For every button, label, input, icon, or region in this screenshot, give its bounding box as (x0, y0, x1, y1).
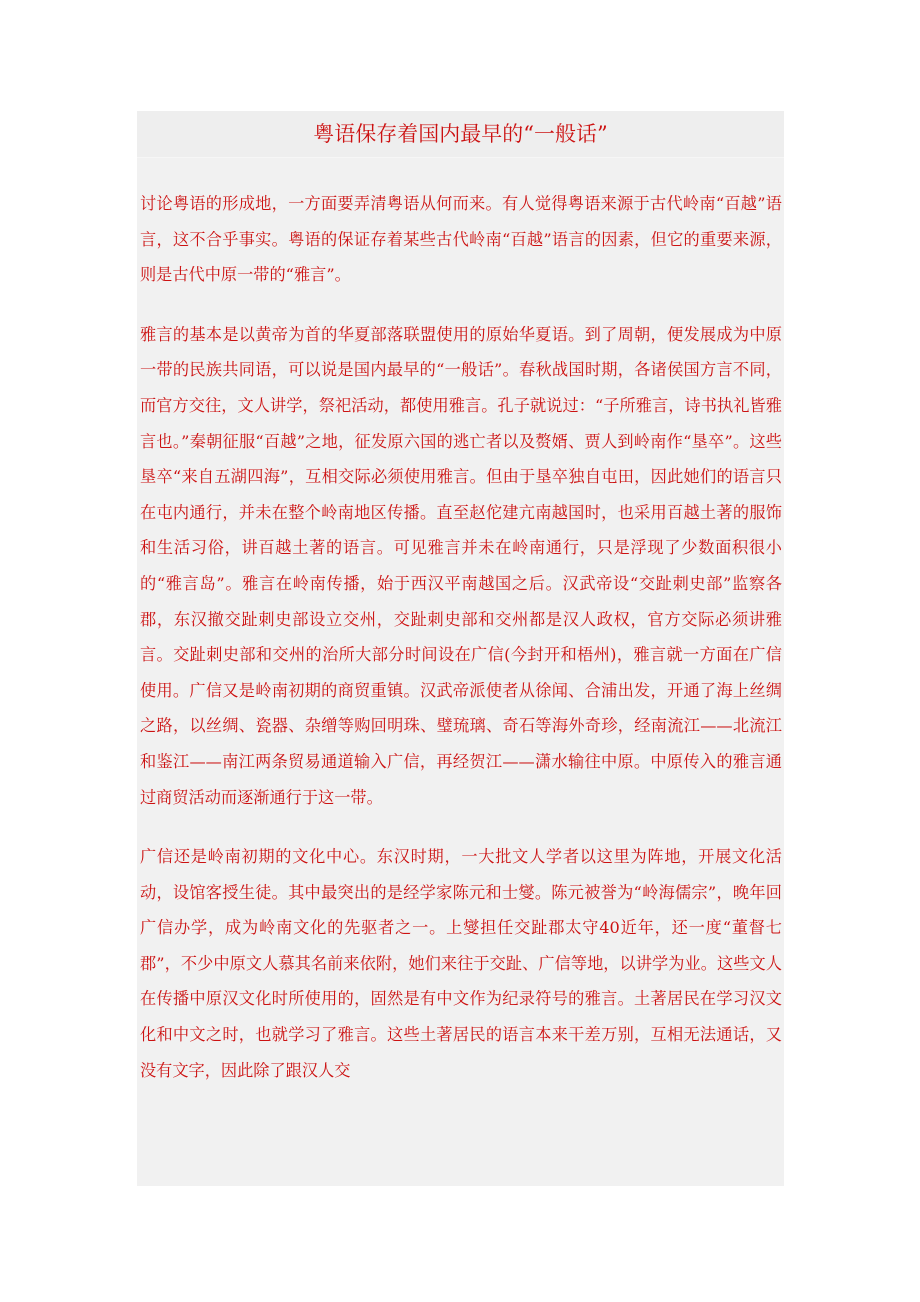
document-page (137, 111, 784, 1186)
paragraph-3: 广信还是岭南初期的文化中心。东汉时期，一大批文人学者以这里为阵地，开展文化活动，设馆客授生徒。其中最突出的是经学家陈元和士燮。陈元被誉为“岭海儒宗”，晚年回广信办学，成为岭南文化的先驱者之一。上燮担任交趾郡太守40近年，还一度“董督七郡”，不少中原文人慕其名前来依附，她们来往于交趾、广信等地，以讲学为业。这些文人在传播中原汉文化时所使用的，固然是有中文作为纪录符号的雅言。土著居民在学习汉文化和中文之时，也就学习了雅言。这些土著居民的语言本来干差万别，互相无法通话，又没有文字，因此除了跟汉人交 (140, 847, 782, 1080)
paragraph-2: 雅言的基本是以黄帝为首的华夏部落联盟使用的原始华夏语。到了周朝，便发展成为中原一带的民族共同语，可以说是国内最早的“一般话”。春秋战国时期，各诸侯国方言不同，而官方交往，文人讲学，祭祀活动，都使用雅言。孔子就说过：“子所雅言，诗书执礼皆雅言也。”秦朝征服“百越”之地，征发原六国的逃亡者以及赘婿、贾人到岭南作“垦卒”。这些垦卒“来自五湖四海”，互相交际必须使用雅言。但由于垦卒独自屯田，因此她们的语言只在屯内通行，并未在整个岭南地区传播。直至赵佗建亢南越国时，也采用百越土著的服饰和生活习俗，讲百越土著的语言。可见雅言并未在岭南通行，只是浮现了少数面积很小的“雅言岛”。雅言在岭南传播，始于西汉平南越国之后。汉武帝设“交趾刺史部”监察各郡，东汉撤交趾刺史部设立交州，交趾刺史部和交州都是汉人政权，官方交际必须讲雅言。交趾刺史部和交州的治所大部分时间设在广信(今封开和梧州)，雅言就一方面在广信使用。广信又是岭南初期的商贸重镇。汉武帝派使者从徐闻、合浦出发，开通了海上丝绸之路，以丝绸、瓷器、杂缯等购回明珠、璧琉璃、奇石等海外奇珍，经南流江——北流江和鉴江——南江两条贸易通道输入广信，再经贺江——潇水输往中原。中原传入的雅言通过商贸活动而逐渐通行于这一带。 (140, 324, 782, 807)
document-title: 粤语保存着国内最早的“一般话” (137, 111, 784, 158)
paragraph-1: 讨论粤语的形成地，一方面要弄清粤语从何而来。有人觉得粤语来源于古代岭南“百越”语言，这不合乎事实。粤语的保证存着某些古代岭南“百越”语言的因素，但它的重要来源，则是古代中原一带的“雅言”。 (140, 194, 782, 285)
